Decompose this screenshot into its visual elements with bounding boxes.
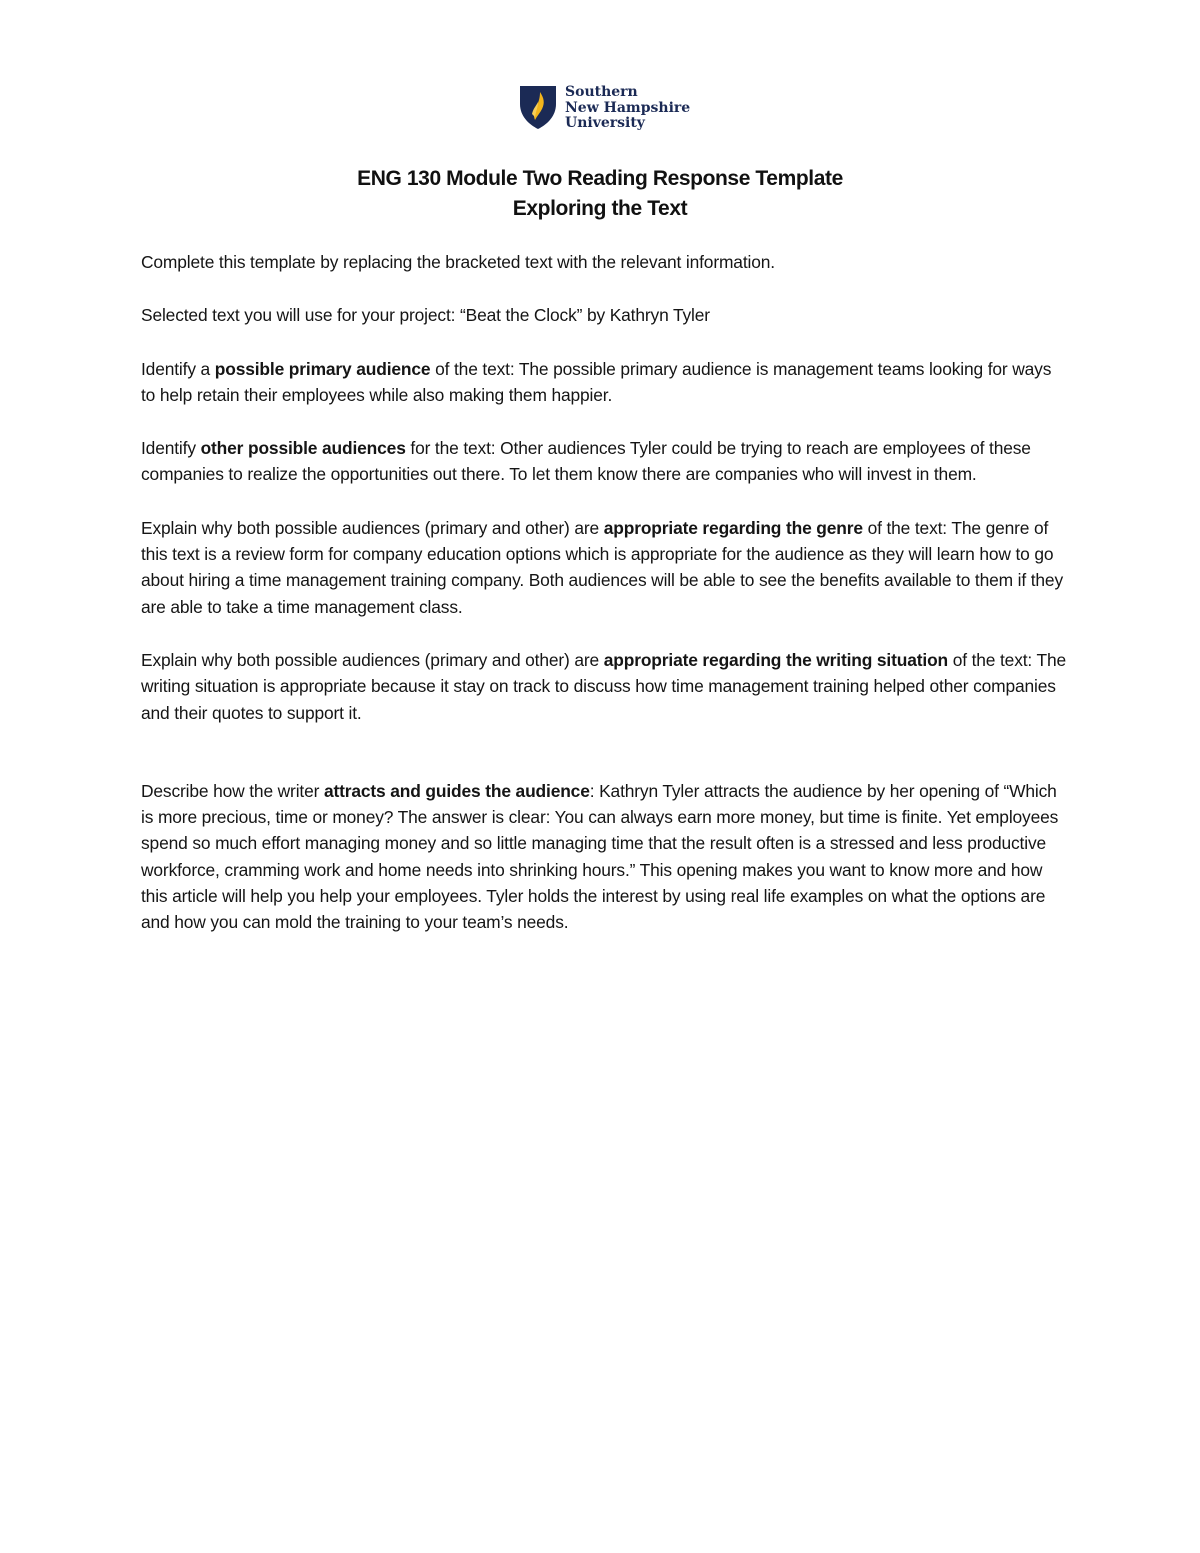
attracts-bold: attracts and guides the audience <box>323 780 590 801</box>
other-audiences-prefix: Identify <box>141 438 201 459</box>
selected-text-paragraph <box>141 302 1066 328</box>
logo-line-1: Southern <box>565 84 638 100</box>
selected-text-label: Selected text you will use for your project: <box>141 305 456 326</box>
genre-suffix: of the text: <box>862 517 947 538</box>
primary-audience-answer: The possible primary audience is management teams looking for ways to help retain their employees while also making them happier. <box>141 358 1052 405</box>
document-title <box>0 164 1200 224</box>
primary-audience-suffix: of the text: <box>430 358 515 379</box>
writing-situation-answer: The writing situation is appropriate because it stay on track to discuss how time management training helped other companies and their quotes to support it. <box>141 649 1067 723</box>
genre-prefix: Explain why both possible audiences (primary and other) are <box>141 517 604 538</box>
logo-line-3: University <box>565 115 645 131</box>
title-line-1: ENG 130 Module Two Reading Response Template <box>357 167 843 190</box>
shield-flame-icon <box>519 84 557 130</box>
title-line-2: Exploring the Text <box>512 197 688 220</box>
instructions-paragraph: Complete this template by replacing the bracketed text with the relevant information. <box>141 252 775 272</box>
writing-situation-bold: appropriate regarding the writing situation <box>603 649 949 670</box>
other-audiences-answer: Other audiences Tyler could be trying to reach are employees of these companies to realize the opportunities out there. To let them know there are companies who will invest in them. <box>141 438 1031 485</box>
other-audiences-suffix: for the text: <box>405 438 496 459</box>
document-body <box>141 249 1066 936</box>
attracts-suffix: : <box>589 780 595 801</box>
logo-line-2: New Hampshire <box>565 99 691 116</box>
primary-audience-bold: possible primary audience <box>214 358 431 379</box>
other-audiences-paragraph <box>141 435 1066 488</box>
logo-wordmark <box>565 84 690 132</box>
genre-paragraph <box>141 515 1066 620</box>
genre-answer: The genre of this text is a review form for company education options which is appropriate for the audience as they will learn how to go about hiring a time management training company. Both audiences will be able to see the benefits available to them if they are able to take a time management class. <box>141 517 1064 617</box>
other-audiences-bold: other possible audiences <box>200 438 406 459</box>
genre-bold: appropriate regarding the genre <box>603 517 863 538</box>
writing-situation-paragraph <box>141 647 1066 726</box>
university-logo <box>519 84 690 134</box>
selected-text-value: “Beat the Clock” by Kathryn Tyler <box>455 305 710 326</box>
attracts-prefix: Describe how the writer <box>141 780 324 801</box>
primary-audience-paragraph <box>141 356 1066 409</box>
writing-situation-suffix: of the text: <box>948 649 1033 670</box>
primary-audience-prefix: Identify a <box>141 358 215 379</box>
attracts-answer: Kathryn Tyler attracts the audience by her opening of “Which is more precious, time or money? The answer is clear: You can always earn more money, but time is finite. Yet employees spend so much effort managing money and so little managing time that the result often is a stressed and less productive workforce, cramming work and home needs into shrinking hours.” This opening makes you want to know more and how this article will help you help your employees. Tyler holds the interest by using real life examples on what the options are and how you can mold the training to your team’s needs. <box>141 780 1059 933</box>
attracts-paragraph <box>141 778 1066 936</box>
writing-situation-prefix: Explain why both possible audiences (primary and other) are <box>141 649 604 670</box>
